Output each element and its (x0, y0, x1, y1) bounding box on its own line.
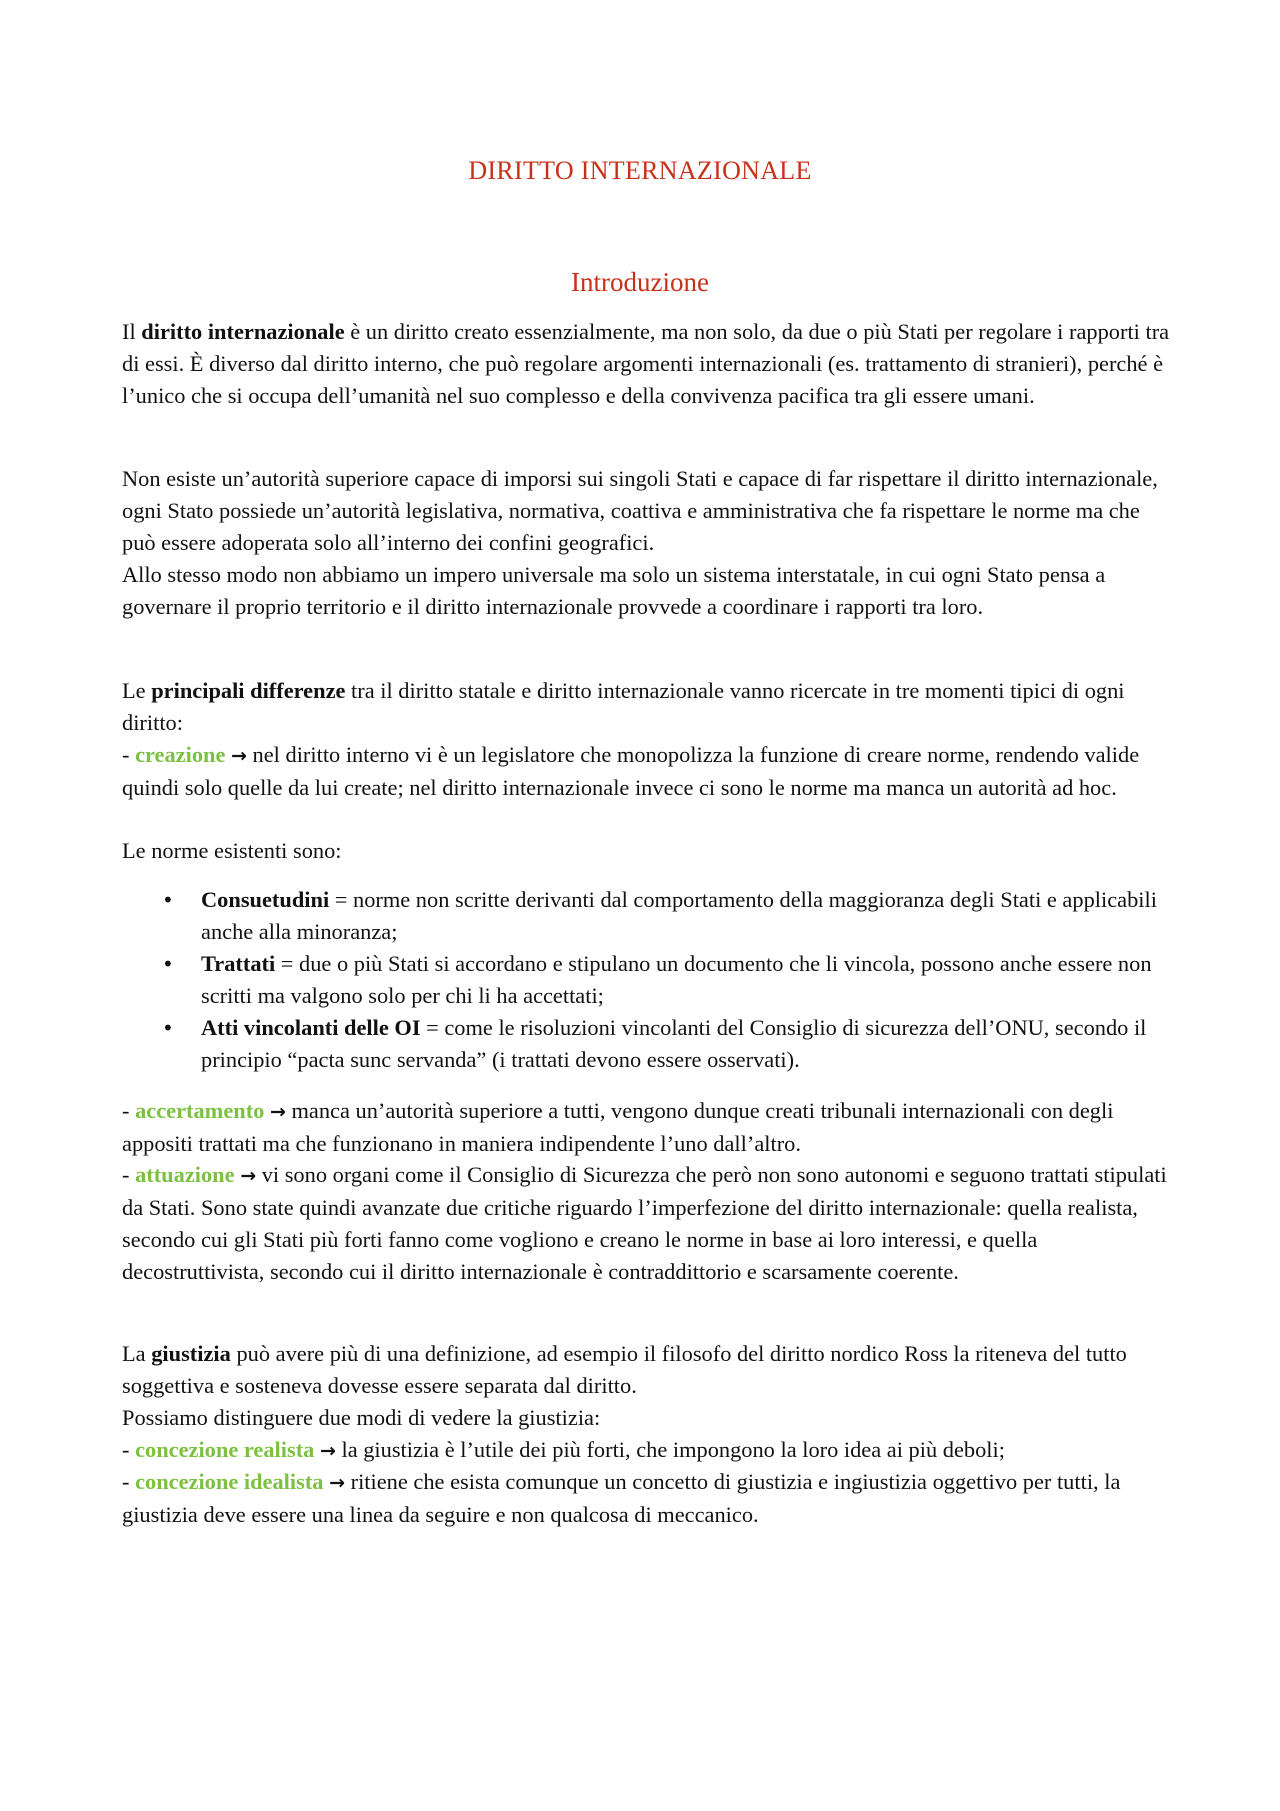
item-attuazione (122, 1159, 1172, 1288)
text: Le (122, 678, 152, 703)
list-item (122, 948, 1172, 1012)
dash: - (122, 1098, 136, 1123)
text: nel diritto interno vi è un legislatore che monopolizza la funzione di creare norme, rendendo valide quindi solo quelle da lui create; nel diritto internazionale invece ci sono le norme ma manca un autorità ad hoc. (122, 742, 1140, 800)
arrow-right-icon: → (269, 1101, 286, 1123)
arrow-right-icon: → (319, 1440, 336, 1462)
text: la giustizia è l’utile dei più forti, che impongono la loro idea ai più deboli; (335, 1437, 1005, 1462)
arrow-right-icon: → (329, 1472, 346, 1494)
item-concezione-realista (122, 1434, 1172, 1467)
highlight-term: accertamento (135, 1098, 265, 1123)
highlight-term: concezione idealista (135, 1469, 324, 1494)
text: Il (122, 319, 142, 344)
dash: - (122, 1469, 136, 1494)
dash: - (122, 1437, 136, 1462)
text: La (122, 1341, 152, 1366)
paragraph-norme-intro: Le norme esistenti sono: (122, 838, 342, 863)
paragraph-intro (122, 316, 1172, 412)
item-accertamento (122, 1095, 1172, 1160)
bullet-icon: • (162, 952, 174, 976)
paragraph-authority: Non esiste un’autorità superiore capace di imporsi sui singoli Stati e capace di far rispettare il diritto internazionale, ogni Stato possiede un’autorità legislativa, normativa, coattiva e amministrativa che fa rispettare le norme ma che può essere adoperata solo all’interno dei confini geografici. (122, 466, 1158, 555)
dash: - (122, 1162, 136, 1187)
bold-term: Consuetudini (201, 887, 330, 912)
bullet-icon: • (162, 888, 174, 912)
bold-term: giustizia (151, 1341, 231, 1366)
norme-list (122, 884, 1172, 1076)
paragraph-giustizia-intro: Possiamo distinguere due modi di vedere la giustizia: (122, 1405, 601, 1430)
text: è un diritto creato essenzialmente, ma non solo, da due o più Stati per regolare i rapporti tra di essi. È diverso dal diritto interno, che può regolare argomenti internazionali (es. trattamento di stranieri), perché è l’unico che si occupa dell’umanità nel suo complesso e della convivenza pacifica tra gli essere umani. (122, 319, 1170, 408)
highlight-term: creazione (135, 742, 226, 767)
text: vi sono organi come il Consiglio di Sicurezza che però non sono autonomi e seguono trattati stipulati da Stati. Sono state quindi avanzate due critiche riguardo l’imperfezione del diritto internazionale: quella realista, secondo cui gli Stati più forti fanno come vogliono e creano le norme in base ai loro interessi, e quella decostruttivista, secondo cui il diritto internazionale è contraddittorio e scarsamente coerente. (122, 1162, 1167, 1284)
section-title: Introduzione (571, 267, 709, 297)
bold-term: diritto internazionale (141, 319, 345, 344)
item-concezione-idealista (122, 1466, 1172, 1531)
item-creazione (122, 739, 1172, 804)
text: = come le risoluzioni vincolanti del Consiglio di sicurezza dell’ONU, secondo il principio “pacta sunc servanda” (i trattati devono essere osservati). (201, 1015, 1147, 1072)
text: = due o più Stati si accordano e stipulano un documento che li vincola, possono anche essere non scritti ma valgono solo per chi li ha accettati; (201, 951, 1152, 1008)
list-item (122, 1012, 1172, 1076)
document-title: DIRITTO INTERNAZIONALE (468, 156, 812, 185)
bold-term: principali differenze (151, 678, 346, 703)
text: può avere più di una definizione, ad esempio il filosofo del diritto nordico Ross la riteneva del tutto soggettiva e sosteneva dovesse essere separata dal diritto. (122, 1341, 1127, 1398)
highlight-term: concezione realista (135, 1437, 315, 1462)
paragraph-empire: Allo stesso modo non abbiamo un impero universale ma solo un sistema interstatale, in cui ogni Stato pensa a governare il proprio territorio e il diritto internazionale provvede a coordinare i rapporti tra loro. (122, 562, 1106, 619)
text: manca un’autorità superiore a tutti, vengono dunque creati tribunali internazionali con degli appositi trattati ma che funzionano in maniera indipendente l’uno dall’altro. (122, 1098, 1114, 1156)
bullet-icon: • (162, 1016, 174, 1040)
paragraph-giustizia (122, 1338, 1172, 1402)
list-item (122, 884, 1172, 948)
bold-term: Atti vincolanti delle OI (201, 1015, 421, 1040)
text: tra il diritto statale e diritto internazionale vanno ricercate in tre momenti tipici di ogni diritto: (122, 678, 1125, 735)
dash: - (122, 742, 136, 767)
bold-term: Trattati (201, 951, 276, 976)
text: ritiene che esista comunque un concetto di giustizia e ingiustizia oggettivo per tutti, la giustizia deve essere una linea da seguire e non qualcosa di meccanico. (122, 1469, 1121, 1527)
arrow-right-icon: → (231, 745, 247, 767)
text: = norme non scritte derivanti dal comportamento della maggioranza degli Stati e applicabili anche alla minoranza; (201, 887, 1157, 944)
arrow-right-icon: → (240, 1165, 257, 1187)
highlight-term: attuazione (135, 1162, 235, 1187)
paragraph-differences (122, 675, 1172, 739)
